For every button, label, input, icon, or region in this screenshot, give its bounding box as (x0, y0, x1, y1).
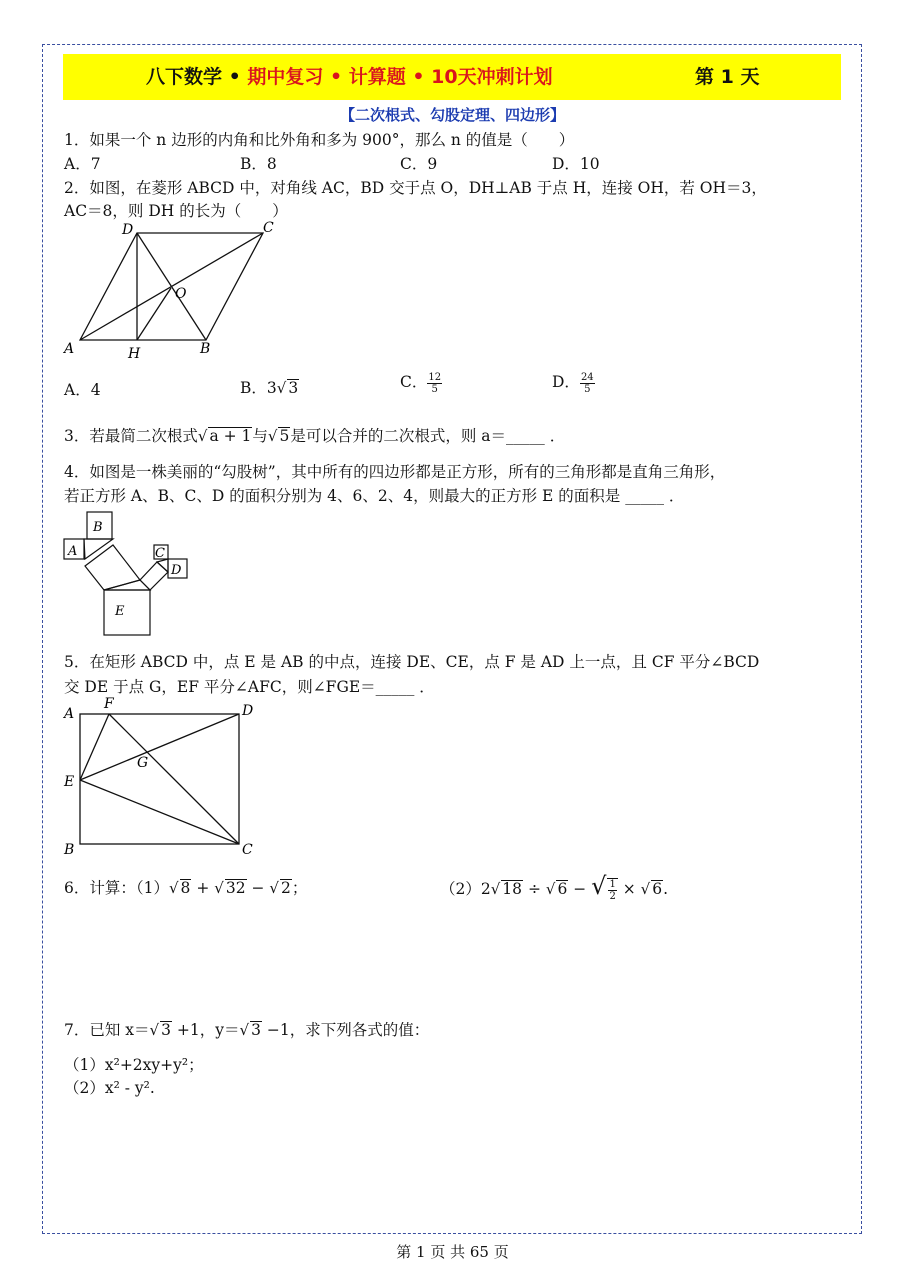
rect-label-c: C (242, 842, 253, 858)
q2-option-b: B．3√ 3 (240, 379, 299, 397)
label-c: C (263, 220, 274, 236)
q2-option-c-fraction: $\frac{12}{5}$ (428, 371, 442, 395)
segment-ce (80, 780, 239, 844)
q2-option-a: A．4 (64, 381, 101, 399)
rect-label-d: D (242, 703, 254, 719)
rect-label-f: F (104, 696, 114, 712)
rect-label-e: E (64, 774, 75, 790)
q1-text: 1．如果一个 n 边形的内角和比外角和多为 900°，那么 n 的值是（ ） (64, 131, 575, 149)
q3-radicand-2: 5 (279, 427, 290, 445)
pythagoras-tree-figure (60, 508, 195, 638)
page-footer: 第 1 页 共 65 页 (396, 1243, 509, 1261)
q3-text: 3．若最简二次根式√ a + 1与√ 5是可以合并的二次根式，则 a＝_____ ． (64, 427, 566, 445)
tree-label-d: D (171, 563, 182, 578)
label-o: O (175, 286, 187, 302)
q3-radicand-1: a + 1 (209, 427, 252, 445)
q2-option-c: C． $\frac{12}{5}$ (400, 371, 442, 395)
rect-label-g: G (137, 755, 149, 771)
topic-subtitle: 【二次根式、勾股定理、四边形】 (339, 106, 565, 124)
q2-line1: 2．如图，在菱形 ABCD 中，对角线 AC，BD 交于点 O，DH⊥AB 于点 H，连接 OH，若 OH＝3， (64, 179, 767, 197)
q6-part1: 6．计算：（1）√ 8 + √ 32 − √ 2； (64, 879, 308, 897)
rect-label-a: A (64, 706, 75, 722)
square-e (104, 590, 150, 635)
tree-label-c: C (155, 546, 165, 561)
banner-day: 第 1 天 (695, 66, 760, 88)
banner-title-red: 期中复习 • 计算题 • 10天冲刺计划 (247, 66, 553, 88)
tree-label-a: A (68, 544, 78, 559)
q4-line1: 4．如图是一株美丽的“勾股树”，其中所有的四边形都是正方形，所有的三角形都是直角三角形， (64, 463, 726, 481)
segment-de (80, 714, 239, 780)
q7-sub1: （1）x²+2xy+y²； (64, 1056, 204, 1074)
rhombus-figure (60, 218, 290, 363)
q5-line1: 5．在矩形 ABCD 中，点 E 是 AB 的中点，连接 DE、CE，点 F 是 AD 上一点，且 CF 平分∠BCD (64, 653, 760, 671)
rectangle-figure (60, 694, 270, 864)
rectangle-abcd (80, 714, 239, 844)
label-b: B (200, 341, 211, 357)
bottom-triangle (104, 580, 150, 590)
q4-line2: 若正方形 A、B、C、D 的面积分别为 4、6、2、4，则最大的正方形 E 的面积是 _____ ． (64, 487, 685, 505)
label-a: A (64, 341, 75, 357)
rect-label-b: B (64, 842, 75, 858)
q7-line1: 7．已知 x＝√ 3 +1，y＝√ 3 −1，求下列各式的值： (64, 1021, 430, 1039)
q2-option-d: D． $\frac{24}{5}$ (552, 371, 594, 395)
tree-label-b: B (93, 520, 103, 535)
right-square (140, 562, 168, 590)
label-h: H (128, 346, 141, 362)
q6-part2: （2）2√ 18 ÷ √ 6 − √ $\frac{1}{2}$ × √ 6. (440, 872, 669, 902)
segment-cf (109, 714, 239, 844)
q1-option-d: D．10 (552, 155, 600, 173)
tree-label-e: E (115, 604, 125, 619)
q2-option-b-radicand: 3 (288, 379, 299, 397)
segment-oh (137, 288, 171, 340)
q6-part2-fraction: $\frac{1}{2}$ (609, 879, 616, 902)
q5-line2: 交 DE 于点 G，EF 平分∠AFC，则∠FGE＝_____ ． (64, 678, 435, 696)
q2-line2: AC＝8，则 DH 的长为（ ） (64, 202, 288, 220)
q1-option-a: A．7 (64, 155, 101, 173)
q1-option-c: C．9 (400, 155, 438, 173)
label-d: D (122, 222, 134, 238)
banner-title: 八下数学 • 期中复习 • 计算题 • 10天冲刺计划 (146, 66, 553, 88)
q2-option-d-fraction: $\frac{24}{5}$ (580, 371, 594, 395)
left-square (85, 545, 140, 590)
title-banner (63, 54, 841, 100)
q7-sub2: （2）x² ‑ y². (64, 1079, 155, 1097)
q1-option-b: B．8 (240, 155, 277, 173)
